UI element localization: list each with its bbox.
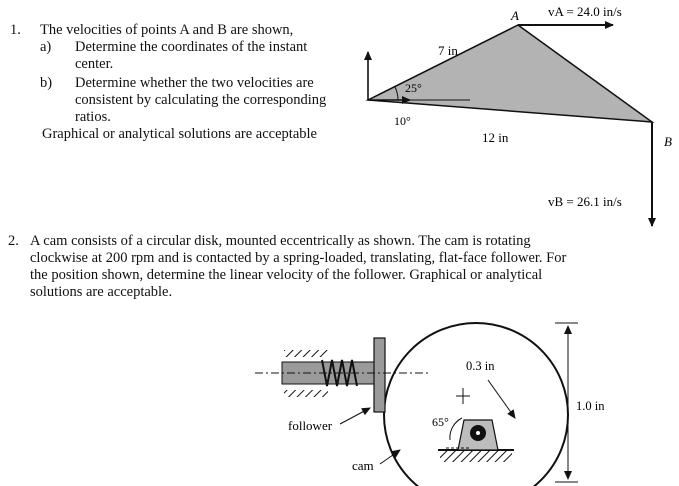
dim-12in-label: 12 in xyxy=(482,130,509,145)
part-b-line2: consistent by calculating the corresponding xyxy=(75,92,327,108)
follower-label: follower xyxy=(288,418,333,433)
vb-label: vB = 26.1 in/s xyxy=(548,194,622,209)
cam-label: cam xyxy=(352,458,374,473)
problem-1-intro: The velocities of points A and B are shown, xyxy=(40,22,294,38)
point-a-label: A xyxy=(511,8,519,23)
part-b-line1: Determine whether the two velocities are xyxy=(75,75,314,91)
rigid-body-triangle xyxy=(368,25,652,122)
cam-diagram xyxy=(0,320,679,486)
problem-2-line2: clockwise at 200 rpm and is contacted by a spring-loaded, translating, flat-face follower. For xyxy=(30,250,567,266)
dim-10in-label: 1.0 in xyxy=(576,399,605,413)
ground-hatch xyxy=(440,450,512,462)
angle-25-label: 25° xyxy=(405,81,422,95)
velocity-diagram xyxy=(0,0,679,230)
follower-face xyxy=(374,338,385,412)
angle-10-label: 10° xyxy=(394,114,411,128)
angle-65-label: 65° xyxy=(432,415,449,429)
part-a-line2: center. xyxy=(75,56,114,72)
problem-1-number: 1. xyxy=(10,22,21,38)
problem-2-number: 2. xyxy=(8,233,19,249)
problem-2-line1: A cam consists of a circular disk, mounted eccentrically as shown. The cam is rotating xyxy=(30,233,531,249)
problem-2-line4: solutions are acceptable. xyxy=(30,284,173,300)
dim-7in-label: 7 in xyxy=(438,43,458,58)
problem-1-footer: Graphical or analytical solutions are acceptable xyxy=(42,126,317,142)
part-a-line1: Determine the coordinates of the instant xyxy=(75,39,308,55)
part-b-label: b) xyxy=(40,75,53,91)
pivot-center xyxy=(476,431,480,435)
part-a-label: a) xyxy=(40,39,52,55)
part-b-line3: ratios. xyxy=(75,109,111,125)
problem-2-line3: the position shown, determine the linear velocity of the follower. Graphical or analytical xyxy=(30,267,543,283)
follower-leader xyxy=(340,408,370,424)
follower-guide-top xyxy=(284,350,328,357)
point-b-label: B xyxy=(664,134,672,149)
follower-guide-bottom xyxy=(284,390,328,397)
dim-03in-label: 0.3 in xyxy=(466,359,495,373)
va-label: vA = 24.0 in/s xyxy=(548,4,622,19)
